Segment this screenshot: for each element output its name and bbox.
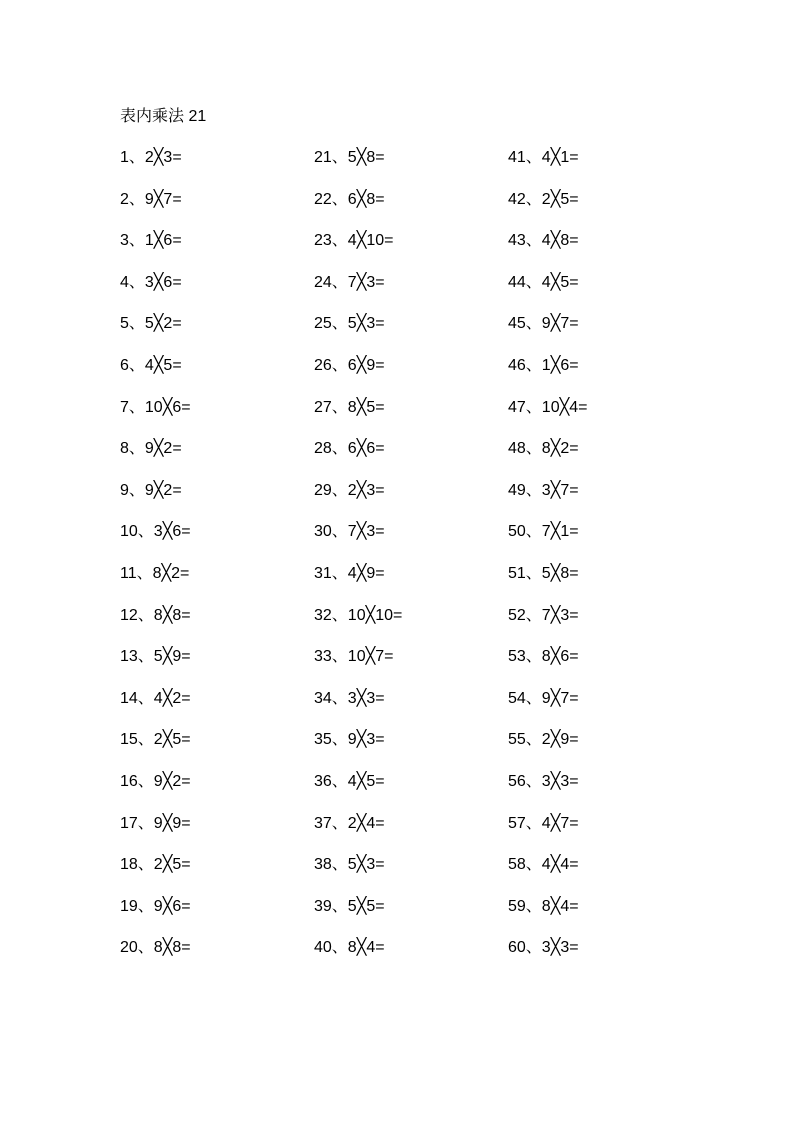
problem-item: 56、3╳3= xyxy=(508,772,579,790)
problem-item: 18、2╳5= xyxy=(120,856,191,874)
problem-item: 15、2╳5= xyxy=(120,731,191,749)
problem-item: 30、7╳3= xyxy=(314,523,385,541)
problem-item: 51、5╳8= xyxy=(508,564,579,582)
page-title: 表内乘法 21 xyxy=(120,108,207,125)
problem-item: 17、9╳9= xyxy=(120,814,191,832)
problem-item: 58、4╳4= xyxy=(508,856,579,874)
problem-item: 59、8╳4= xyxy=(508,897,579,915)
problem-item: 44、4╳5= xyxy=(508,273,579,291)
problem-item: 2、9╳7= xyxy=(120,190,182,208)
problem-item: 7、10╳6= xyxy=(120,398,191,416)
problem-item: 1、2╳3= xyxy=(120,149,182,166)
problem-column-3 xyxy=(508,148,698,980)
problem-item: 50、7╳1= xyxy=(508,523,579,541)
problem-item: 10、3╳6= xyxy=(120,523,191,541)
problem-item: 6、4╳5= xyxy=(120,356,182,374)
problem-item: 24、7╳3= xyxy=(314,273,385,291)
problem-item: 8、9╳2= xyxy=(120,440,182,458)
problem-item: 31、4╳9= xyxy=(314,564,385,582)
problem-item: 45、9╳7= xyxy=(508,315,579,333)
problem-item: 12、8╳8= xyxy=(120,606,191,624)
problem-item: 5、5╳2= xyxy=(120,315,182,333)
problem-item: 21、5╳8= xyxy=(314,149,385,166)
problem-item: 37、2╳4= xyxy=(314,814,385,832)
problem-column-2 xyxy=(314,148,504,980)
problem-item: 20、8╳8= xyxy=(120,939,191,957)
problem-item: 23、4╳10= xyxy=(314,232,394,250)
problem-item: 14、4╳2= xyxy=(120,689,191,707)
problem-item: 43、4╳8= xyxy=(508,232,579,250)
problem-item: 60、3╳3= xyxy=(508,939,579,957)
problem-item: 40、8╳4= xyxy=(314,939,385,957)
problem-item: 49、3╳7= xyxy=(508,481,579,499)
problem-item: 13、5╳9= xyxy=(120,648,191,666)
problem-item: 35、9╳3= xyxy=(314,731,385,749)
problem-item: 38、5╳3= xyxy=(314,856,385,874)
problem-item: 41、4╳1= xyxy=(508,149,579,166)
problem-item: 4、3╳6= xyxy=(120,273,182,291)
problem-item: 53、8╳6= xyxy=(508,648,579,666)
problem-item: 46、1╳6= xyxy=(508,356,579,374)
problem-item: 32、10╳10= xyxy=(314,606,403,624)
problem-item: 39、5╳5= xyxy=(314,897,385,915)
problem-item: 3、1╳6= xyxy=(120,232,182,250)
problem-item: 42、2╳5= xyxy=(508,190,579,208)
problem-item: 54、9╳7= xyxy=(508,689,579,707)
problem-item: 9、9╳2= xyxy=(120,481,182,499)
problem-column-1 xyxy=(120,148,310,980)
problem-item: 19、9╳6= xyxy=(120,897,191,915)
problem-item: 11、8╳2= xyxy=(120,564,190,582)
problem-item: 25、5╳3= xyxy=(314,315,385,333)
problem-item: 36、4╳5= xyxy=(314,772,385,790)
problem-item: 28、6╳6= xyxy=(314,440,385,458)
problem-item: 27、8╳5= xyxy=(314,398,385,416)
problem-item: 16、9╳2= xyxy=(120,772,191,790)
problem-item: 22、6╳8= xyxy=(314,190,385,208)
problem-item: 48、8╳2= xyxy=(508,440,579,458)
problem-item: 34、3╳3= xyxy=(314,689,385,707)
problem-item: 26、6╳9= xyxy=(314,356,385,374)
problem-item: 57、4╳7= xyxy=(508,814,579,832)
problem-item: 47、10╳4= xyxy=(508,398,588,416)
problem-item: 29、2╳3= xyxy=(314,481,385,499)
problem-item: 55、2╳9= xyxy=(508,731,579,749)
problem-item: 33、10╳7= xyxy=(314,648,394,666)
problem-item: 52、7╳3= xyxy=(508,606,579,624)
